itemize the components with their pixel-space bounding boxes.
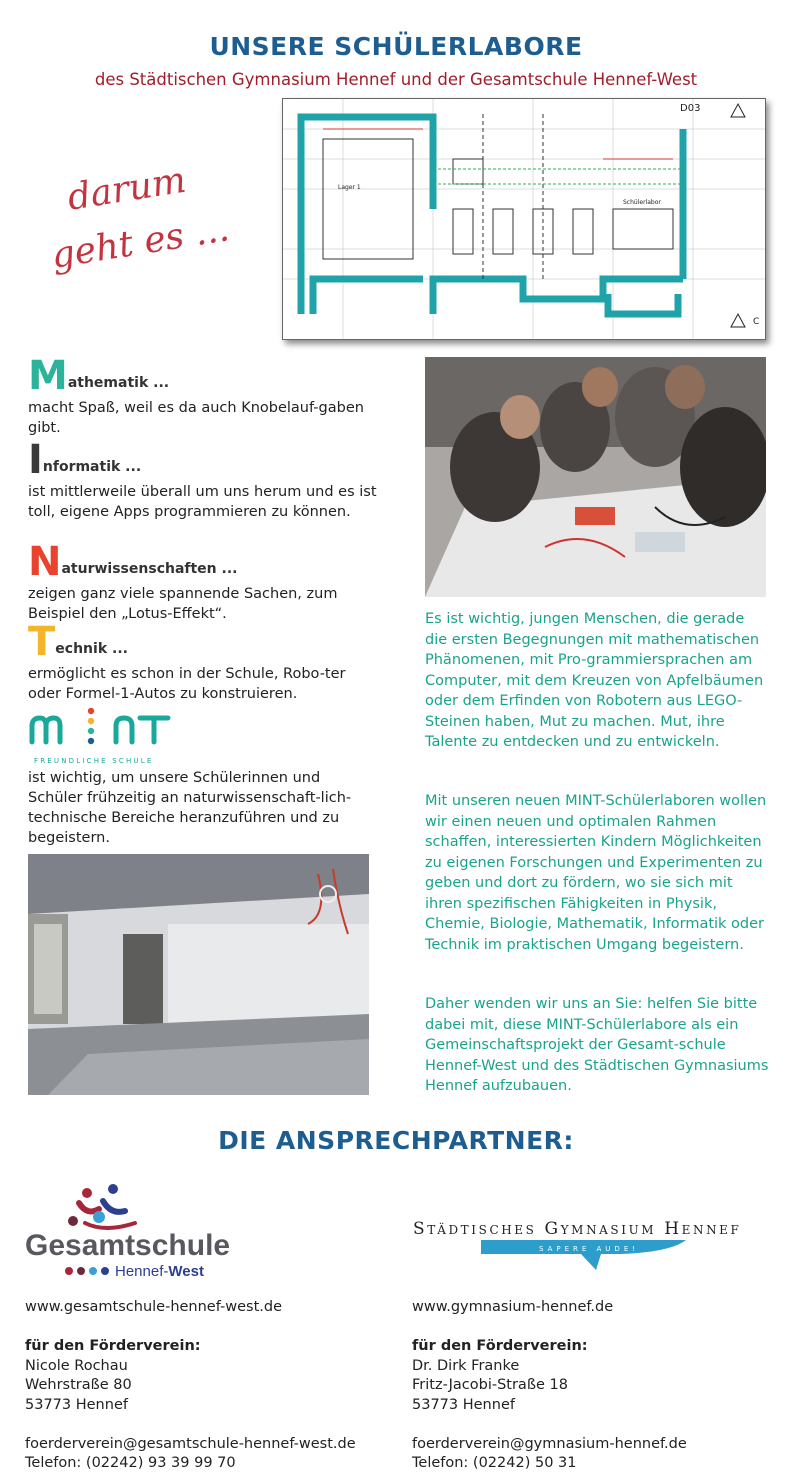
plan-label-right: Schülerlabor: [623, 199, 661, 206]
page-title: UNSERE SCHÜLERLABORE: [209, 32, 583, 61]
mint-logo-sub: FREUNDLICHE SCHULE: [34, 757, 154, 765]
subject-heading: nformatik ...: [42, 459, 142, 475]
subject-text: ist mittlerweile überall um uns herum und es ist toll, eigene Apps programmieren zu können.: [28, 484, 377, 520]
subject-text: ermöglicht es schon in der Schule, Robo-ter oder Formel-1-Autos zu konstruieren.: [28, 666, 346, 702]
plan-walls: [301, 117, 683, 314]
subject-heading: aturwissenschaften ...: [61, 561, 238, 577]
subject-naturwissenschaften: [28, 539, 378, 624]
plan-red-lines: [323, 129, 673, 159]
gesamtschule-logo-graphic: [25, 1181, 253, 1281]
handwritten-line-2: geht es ...: [48, 208, 233, 277]
contact-gesamtschule: [25, 1298, 395, 1474]
subject-initial: M: [28, 353, 68, 399]
gesamtschule-logo-sub-a: Hennef-: [115, 1263, 169, 1280]
subject-text: zeigen ganz viele spannende Sachen, zum Beispiel den „Lotus-Effekt“.: [28, 586, 338, 622]
subject-technik: [28, 619, 378, 704]
mint-text: ist wichtig, um unsere Schülerinnen und Schüler frühzeitig an naturwissenschaft-lich-technische Bereiche heranzuführen und zu begeistern.: [28, 770, 352, 846]
floor-plan-drawing: [283, 99, 765, 339]
contact-street: Fritz-Jacobi-Straße 18: [412, 1377, 568, 1393]
gymnasium-logo-motto: SAPERE AUDE!: [539, 1245, 640, 1253]
mint-logo: [28, 706, 188, 766]
gesamtschule-logo: [25, 1181, 253, 1281]
contact-gymnasium: [412, 1298, 782, 1474]
plan-gridlines: [283, 99, 765, 339]
subject-heading: echnik ...: [55, 641, 128, 657]
plan-label-d03: D03: [680, 103, 701, 114]
subject-initial: I: [28, 437, 43, 483]
lab-photo: [425, 357, 766, 597]
subject-initial: N: [28, 539, 62, 585]
gymnasium-logo: [411, 1212, 766, 1274]
contact-website-link[interactable]: www.gymnasium-hennef.de: [412, 1299, 614, 1315]
gymnasium-logo-text: Städtisches Gymnasium Hennef: [413, 1219, 742, 1239]
subject-mathematik: [28, 353, 378, 438]
gesamtschule-logo-text: Gesamtschule: [25, 1229, 231, 1262]
plan-details: [323, 114, 673, 279]
contact-email-link[interactable]: foerderverein@gymnasium-hennef.de: [412, 1435, 687, 1452]
contact-website-link[interactable]: www.gesamtschule-hennef-west.de: [25, 1299, 283, 1315]
contact-name: Nicole Rochau: [25, 1357, 128, 1374]
paragraph-1: Es ist wichtig, jungen Menschen, die gerade die ersten Begegnungen mit mathematischen Phänomenen, mit Pro-grammiersprachen am Computer, mit dem Kreuzen von Apfelbäumen oder dem Erfinden von Robotern aus LEGO-Steinen haben, Mut zu machen. Mut, ihre Talente zu entdecken und zu entwickeln.: [425, 611, 764, 750]
plan-green-lines: [433, 169, 683, 184]
mint-logo-graphic: [28, 706, 188, 766]
subject-text: macht Spaß, weil es da auch Knobelauf-gaben gibt.: [28, 400, 364, 436]
contacts-title: DIE ANSPRECHPARTNER:: [218, 1126, 574, 1155]
plan-north-arrow-bottom: [731, 314, 745, 327]
subject-informatik: [28, 437, 378, 522]
contact-phone: Telefon: (02242) 93 39 99 70: [25, 1455, 236, 1471]
contact-name: Dr. Dirk Franke: [412, 1357, 520, 1374]
contact-phone: Telefon: (02242) 50 31: [412, 1455, 577, 1471]
contact-city: 53773 Hennef: [25, 1396, 128, 1413]
contact-city: 53773 Hennef: [412, 1396, 515, 1413]
lab-photo-graphic: [425, 357, 766, 597]
plan-label-left: Lager 1: [338, 184, 361, 191]
gesamtschule-logo-sub-b: West: [168, 1263, 204, 1280]
room-photo-graphic: [28, 854, 369, 1095]
contact-label: für den Förderverein:: [25, 1338, 201, 1354]
gymnasium-logo-graphic: [411, 1212, 766, 1274]
contact-label: für den Förderverein:: [412, 1338, 588, 1354]
subject-initial: T: [28, 619, 56, 665]
contact-street: Wehrstraße 80: [25, 1377, 132, 1393]
contact-email-link[interactable]: foerderverein@gesamtschule-hennef-west.de: [25, 1435, 356, 1452]
paragraph-3: Daher wenden wir uns an Sie: helfen Sie bitte dabei mit, diese MINT-Schülerlabore als ein Gemeinschaftsprojekt der Gesamt-schule Hennef-West und des Städtischen Gymnasiums Hennef aufzubauen.: [425, 996, 769, 1094]
floor-plan-image: [282, 98, 766, 340]
plan-label-c: C: [753, 317, 760, 327]
svg-text:Hennef-West: [115, 1263, 204, 1280]
paragraph-2: Mit unseren neuen MINT-Schülerlaboren wollen wir einen neuen und optimalen Rahmen schaffen, interessierten Kindern Möglichkeiten zu eigenen Forschungen und Experimenten zu geben und dort zu fördern, wo sie sich mit ihren spezifischen Fähigkeiten in Physik, Chemie, Biologie, Mathematik, Informatik oder Technik im praktischen Umgang begeistern.: [425, 793, 767, 953]
plan-north-arrow-top: [731, 104, 745, 117]
handwritten-line-1: darum: [64, 159, 189, 219]
subject-heading: athematik ...: [67, 375, 170, 391]
empty-room-photo: [28, 854, 369, 1095]
page-subtitle: des Städtischen Gymnasium Hennef und der Gesamtschule Hennef-West: [94, 70, 698, 89]
